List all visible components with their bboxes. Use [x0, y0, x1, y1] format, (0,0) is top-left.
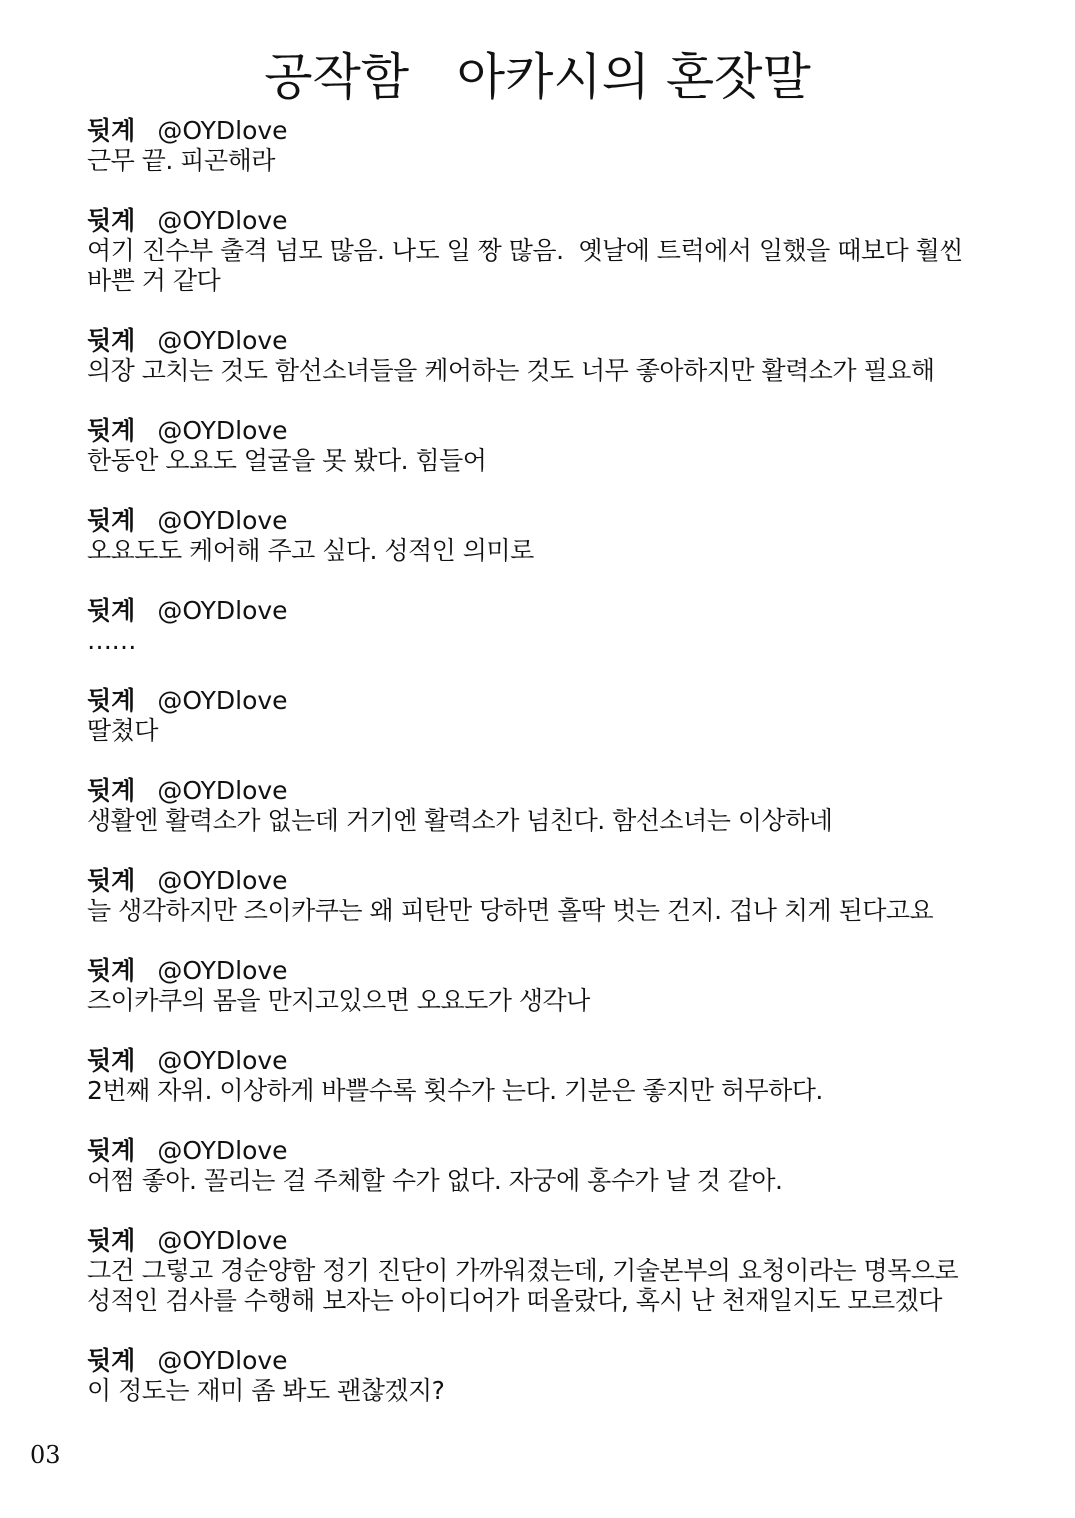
post-text [87, 1376, 987, 1406]
account-tag: 뒷계 [87, 776, 136, 805]
post-text-line: 그건 그렇고 경순양함 정기 진단이 가까워졌는데, 기술본부의 요청이라는 명목으로 [87, 1256, 959, 1285]
post-item [87, 1046, 987, 1106]
post-item [87, 1346, 987, 1406]
account-tag: 뒷계 [87, 1346, 136, 1375]
post-header [87, 1136, 987, 1166]
post-item [87, 866, 987, 926]
post-item [87, 1226, 987, 1316]
account-tag: 뒷계 [87, 326, 136, 355]
user-handle: @OYDlove [157, 956, 288, 985]
post-text-line: 근무 끝. 피곤해라 [87, 146, 275, 175]
account-tag: 뒷계 [87, 1226, 136, 1255]
post-text-line: 여기 진수부 출격 넘모 많음. 나도 일 짱 많음. 옛날에 트럭에서 일했을 때보다 훨씬 [87, 236, 963, 265]
post-item [87, 506, 987, 566]
post-text [87, 806, 987, 836]
post-item [87, 776, 987, 836]
account-tag: 뒷계 [87, 416, 136, 445]
post-header [87, 776, 987, 806]
user-handle: @OYDlove [157, 416, 288, 445]
user-handle: @OYDlove [157, 686, 288, 715]
post-text-line: 바쁜 거 같다 [87, 266, 221, 295]
post-header [87, 506, 987, 536]
account-tag: 뒷계 [87, 206, 136, 235]
post-text [87, 536, 987, 566]
user-handle: @OYDlove [157, 206, 288, 235]
user-handle: @OYDlove [157, 1226, 288, 1255]
user-handle: @OYDlove [157, 116, 288, 145]
post-text [87, 626, 987, 656]
post-text-line: 오요도도 케어해 주고 싶다. 성적인 의미로 [87, 536, 534, 565]
account-tag: 뒷계 [87, 596, 136, 625]
post-header [87, 956, 987, 986]
user-handle: @OYDlove [157, 1346, 288, 1375]
user-handle: @OYDlove [157, 596, 288, 625]
post-item [87, 686, 987, 746]
page-number: 03 [30, 1441, 61, 1469]
post-text-line: 한동안 오요도 얼굴을 못 봤다. 힘들어 [87, 446, 487, 475]
post-text-line: 성적인 검사를 수행해 보자는 아이디어가 떠올랐다, 혹시 난 천재일지도 모르겠다 [87, 1286, 942, 1315]
post-text [87, 1256, 987, 1316]
page-title: 공작함 아카시의 혼잣말 [264, 48, 811, 106]
post-header [87, 416, 987, 446]
post-header [87, 1346, 987, 1376]
user-handle: @OYDlove [157, 1136, 288, 1165]
post-header [87, 1226, 987, 1256]
post-text [87, 716, 987, 746]
user-handle: @OYDlove [157, 866, 288, 895]
post-text [87, 146, 987, 176]
post-header [87, 206, 987, 236]
account-tag: 뒷계 [87, 866, 136, 895]
post-text-line: 2번째 자위. 이상하게 바쁠수록 횟수가 는다. 기분은 좋지만 허무하다. [87, 1076, 823, 1105]
user-handle: @OYDlove [157, 1046, 288, 1075]
post-text [87, 1076, 987, 1106]
post-item [87, 206, 987, 296]
account-tag: 뒷계 [87, 1046, 136, 1075]
post-item [87, 116, 987, 176]
post-item [87, 1136, 987, 1196]
user-handle: @OYDlove [157, 506, 288, 535]
post-item [87, 956, 987, 1016]
post-text [87, 236, 987, 296]
post-header [87, 1046, 987, 1076]
post-text-line: 이 정도는 재미 좀 봐도 괜찮겠지? [87, 1376, 445, 1405]
post-item [87, 416, 987, 476]
post-header [87, 596, 987, 626]
post-text [87, 446, 987, 476]
account-tag: 뒷계 [87, 686, 136, 715]
account-tag: 뒷계 [87, 1136, 136, 1165]
post-text [87, 896, 987, 926]
post-text-line: 늘 생각하지만 즈이카쿠는 왜 피탄만 당하면 홀딱 벗는 건지. 겁나 치게 된다고요 [87, 896, 934, 925]
user-handle: @OYDlove [157, 326, 288, 355]
account-tag: 뒷계 [87, 506, 136, 535]
account-tag: 뒷계 [87, 956, 136, 985]
post-item [87, 326, 987, 386]
post-text-line: 생활엔 활력소가 없는데 거기엔 활력소가 넘친다. 함선소녀는 이상하네 [87, 806, 833, 835]
post-item [87, 596, 987, 656]
post-text-line: 어쩜 좋아. 꼴리는 걸 주체할 수가 없다. 자궁에 홍수가 날 것 같아. [87, 1166, 783, 1195]
post-text-line: 즈이카쿠의 몸을 만지고있으면 오요도가 생각나 [87, 986, 590, 1015]
post-text-line: …… [87, 626, 136, 655]
post-text [87, 986, 987, 1016]
user-handle: @OYDlove [157, 776, 288, 805]
post-text-line: 의장 고치는 것도 함선소녀들을 케어하는 것도 너무 좋아하지만 활력소가 필요해 [87, 356, 935, 385]
post-text-line: 딸쳤다 [87, 716, 158, 745]
post-feed [87, 116, 987, 1436]
post-text [87, 1166, 987, 1196]
post-text [87, 356, 987, 386]
account-tag: 뒷계 [87, 116, 136, 145]
post-header [87, 866, 987, 896]
post-header [87, 116, 987, 146]
post-header [87, 686, 987, 716]
post-header [87, 326, 987, 356]
